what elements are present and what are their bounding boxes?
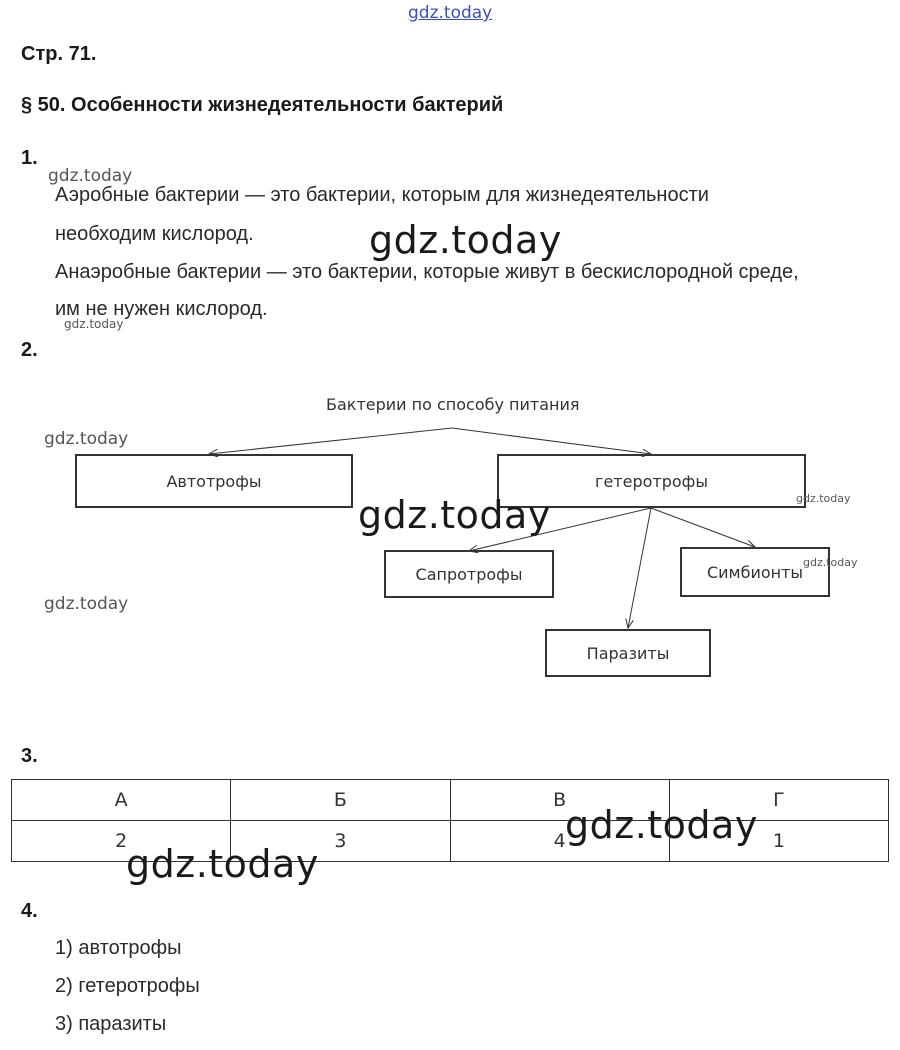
table-cell: 1 [669,821,888,862]
q1-line: Аэробные бактерии — это бактерии, которым для жизнедеятельности [55,184,709,206]
q1-line: Анаэробные бактерии — это бактерии, которые живут в бескислородной среде, [55,261,799,283]
table-header-cell: В [450,780,669,821]
watermark-large: gdz.today [369,218,562,262]
arrow-to-symbionts [651,508,755,547]
box-symbionts [680,547,830,597]
table-header-cell: А [12,780,231,821]
watermark-large: gdz.today [358,493,551,537]
box-heterotrophs-label: гетеротрофы [595,471,708,491]
box-parasites [545,629,711,677]
watermark: gdz.today [803,556,858,569]
q1-line: им не нужен кислород. [55,298,268,320]
diagram-title: Бактерии по способу питания [326,395,580,414]
watermark: gdz.today [64,317,124,331]
q4-item: 3) паразиты [55,1013,167,1035]
page-ref: Стр. 71. [21,43,97,65]
table-cell: 2 [12,821,231,862]
section-title: § 50. Особенности жизнедеятельности бактерий [21,94,504,116]
table-cell: 4 [450,821,669,862]
watermark-top: gdz.today [408,3,493,23]
q2-number: 2. [21,339,38,361]
watermark-large: gdz.today [565,803,758,847]
table-header-cell: Г [669,780,888,821]
q4-item: 1) автотрофы [55,937,182,959]
q4-number: 4. [21,900,38,922]
watermark: gdz.today [44,594,129,614]
arrow-to-parasites [628,508,651,628]
arrow-to-heterotrophs [452,428,651,454]
box-symbionts-label: Симбионты [706,562,804,582]
box-saprotrophs-label: Сапротрофы [415,564,523,584]
arrow-to-autotrophs [209,428,452,454]
watermark: gdz.today [44,429,129,449]
box-autotrophs [75,454,353,508]
watermark: gdz.today [48,166,133,186]
q4-item: 2) гетеротрофы [55,975,200,997]
table-header-cell: Б [231,780,450,821]
table-cell: 3 [231,821,450,862]
watermark: gdz.today [796,492,851,505]
box-saprotrophs [384,550,554,598]
q1-number: 1. [21,147,38,169]
q3-number: 3. [21,745,38,767]
q1-line: необходим кислород. [55,223,254,245]
watermark-large: gdz.today [126,842,319,886]
box-autotrophs-label: Автотрофы [166,471,262,491]
box-parasites-label: Паразиты [586,643,670,663]
